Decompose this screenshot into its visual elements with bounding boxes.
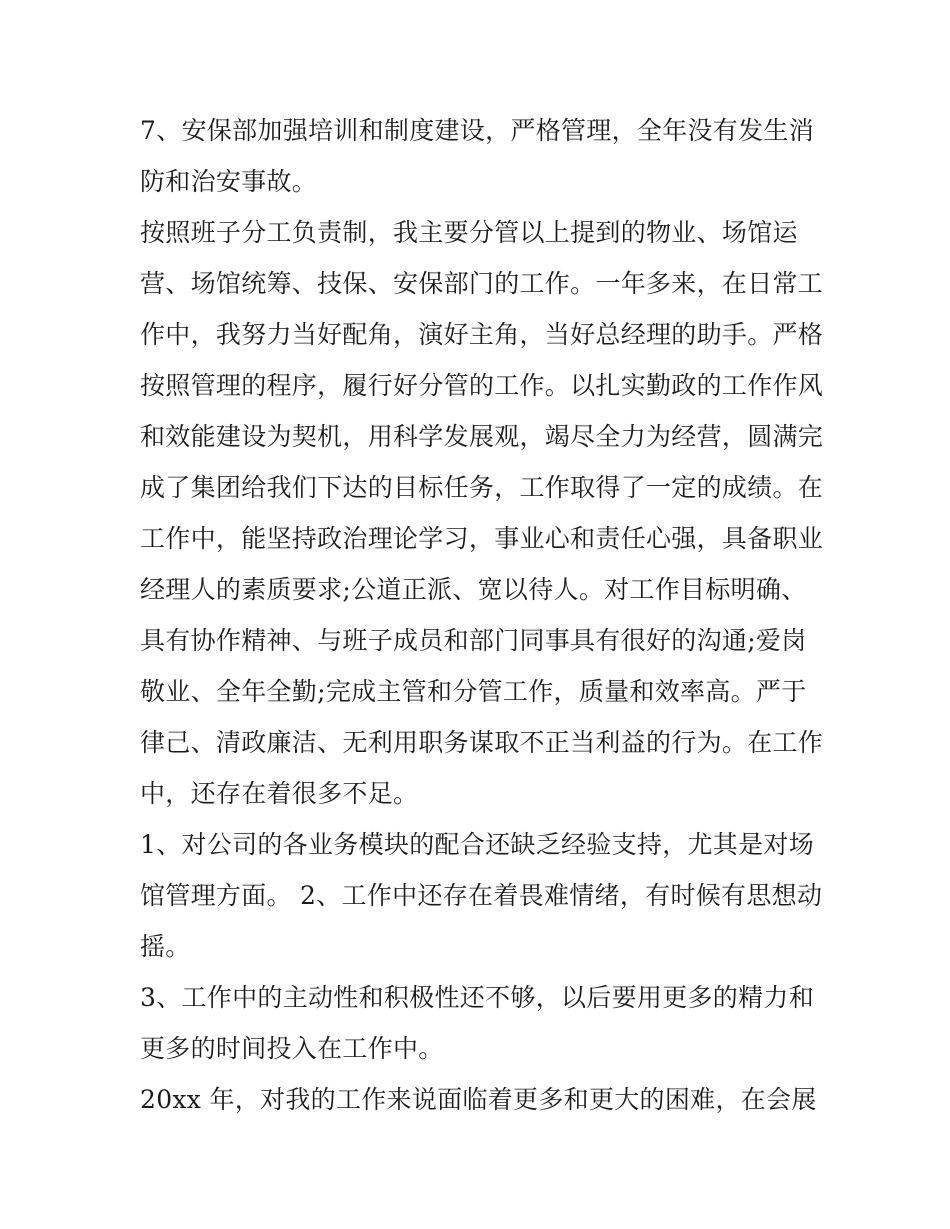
text-line: 7、安保部加强培训和制度建设，严格管理，全年没有发生消 (140, 116, 815, 145)
paragraph-shortcoming-3 (140, 972, 820, 1074)
text-line: 摇。 (140, 932, 191, 961)
text-line: 中，还存在着很多不足。 (140, 779, 419, 808)
text-line: 成了集团给我们下达的目标任务，工作取得了一定的成绩。在 (140, 473, 824, 502)
text-line: 营、场馆统筹、技保、安保部门的工作。一年多来，在日常工 (140, 269, 824, 298)
text-line: 按照班子分工负责制，我主要分管以上提到的物业、场馆运 (140, 218, 798, 247)
text-line: 具有协作精神、与班子成员和部门同事具有很好的沟通;爱岗 (140, 626, 807, 655)
text-line: 律己、清政廉洁、无利用职务谋取不正当利益的行为。在工作 (140, 728, 824, 757)
text-line: 按照管理的程序，履行好分管的工作。以扎实勤政的工作作风 (140, 371, 824, 400)
text-line: 3、工作中的主动性和积极性还不够，以后要用更多的精力和 (140, 983, 815, 1012)
text-line: 防和治安事故。 (140, 167, 318, 196)
paragraph-shortcoming-1-2 (140, 819, 823, 972)
paragraph-security-item (140, 105, 820, 207)
text-line: 和效能建设为契机，用科学发展观，竭尽全力为经营，圆满完 (140, 422, 824, 451)
text-line: 更多的时间投入在工作中。 (140, 1034, 444, 1063)
text-line: 馆管理方面。 2、工作中还存在着畏难情绪，有时候有思想动 (140, 881, 823, 910)
document-body (140, 105, 824, 1125)
text-line: 作中，我努力当好配角，演好主角，当好总经理的助手。严格 (140, 320, 824, 349)
text-line: 20xx 年，对我的工作来说面临着更多和更大的困难，在会展 (140, 1085, 817, 1114)
paragraph-next-year (140, 1074, 820, 1125)
text-line: 经理人的素质要求;公道正派、宽以待人。对工作目标明确、 (140, 575, 807, 604)
text-line: 工作中，能坚持政治理论学习，事业心和责任心强，具备职业 (140, 524, 824, 553)
paragraph-work-summary (140, 207, 824, 819)
text-line: 1、对公司的各业务模块的配合还缺乏经验支持，尤其是对场 (140, 830, 815, 859)
text-line: 敬业、全年全勤;完成主管和分管工作，质量和效率高。严于 (140, 677, 807, 706)
